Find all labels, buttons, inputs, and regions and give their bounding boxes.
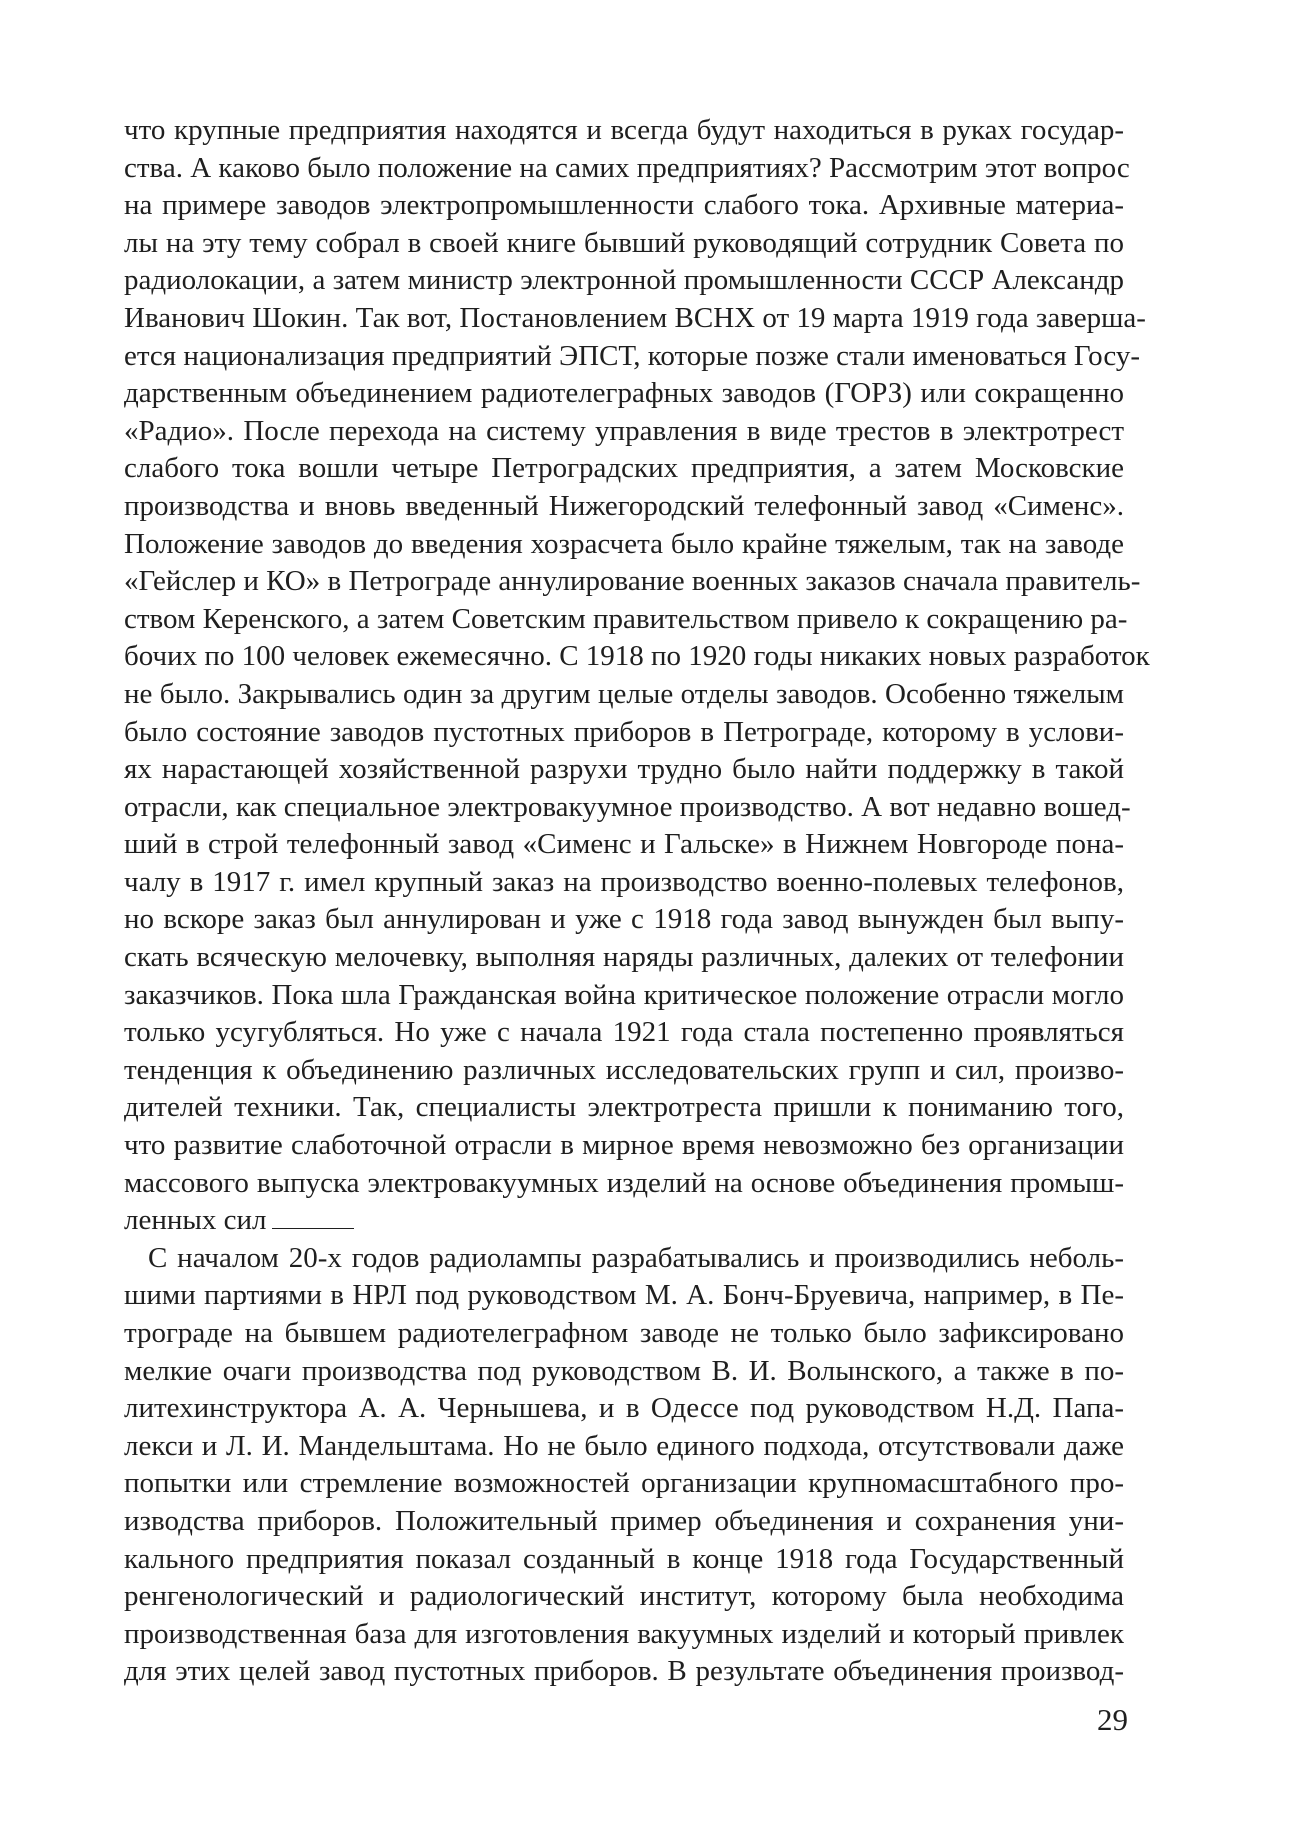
text-line: производственная база для изготовления вакуумных изделий и который привлек <box>124 1617 1124 1650</box>
text-line: отрасли, как специальное электровакуумное производство. А вот недавно вошед- <box>124 790 1131 823</box>
text-line: бочих по 100 человек ежемесячно. С 1918 по 1920 годы никаких новых разработок <box>124 640 1150 673</box>
body-text <box>124 112 1150 1691</box>
text-line: «Радио». После перехода на систему управления в виде трестов в электротрест <box>124 414 1124 447</box>
text-line: ством Керенского, а затем Советским правительством привело к сокращению ра- <box>124 602 1128 635</box>
paragraph-1-last-line <box>124 1202 1124 1240</box>
paragraph-1-last-text: ленных сил <box>124 1204 267 1237</box>
text-line: лекси и Л. И. Мандельштама. Но не было единого подхода, отсутствовали даже <box>124 1429 1124 1462</box>
text-line: только усугубляться. Но уже с начала 1921 года стала постепенно проявляться <box>124 1016 1124 1049</box>
text-line: дителей техники. Так, специалисты электротреста пришли к пониманию того, <box>124 1091 1124 1124</box>
text-line: трограде на бывшем радиотелеграфном заводе не только было зафиксировано <box>124 1317 1124 1349</box>
text-line: для этих целей завод пустотных приборов. В результате объединения производ- <box>124 1655 1124 1688</box>
text-line: С началом 20-х годов радиолампы разрабатывались и производились неболь- <box>148 1241 1124 1274</box>
text-line: на примере заводов электропромышленности слабого тока. Архивные материа- <box>124 189 1124 222</box>
text-line: лы на эту тему собрал в своей книге бывший руководящий сотрудник Совета по <box>124 226 1124 259</box>
text-line: массового выпуска электровакуумных изделий на основе объединения промыш- <box>124 1166 1124 1199</box>
text-line: ется национализация предприятий ЭПСТ, которые позже стали именоваться Госу- <box>124 339 1140 372</box>
text-line: что развитие слаботочной отрасли в мирное время невозможно без организации <box>124 1129 1124 1162</box>
text-line: ства. А каково было положение на самих предприятиях? Рассмотрим этот вопрос <box>124 151 1130 184</box>
blank-underline <box>272 1202 354 1229</box>
text-line: ях нарастающей хозяйственной разрухи трудно было найти поддержку в такой <box>124 753 1124 786</box>
text-line: было состояние заводов пустотных приборов в Петрограде, которому в услови- <box>124 715 1124 748</box>
text-line: Иванович Шокин. Так вот, Постановлением ВСНХ от 19 марта 1919 года заверша- <box>124 301 1146 334</box>
page-number: 29 <box>1097 1702 1128 1737</box>
text-line: мелкие очаги производства под руководством В. И. Волынского, а также в по- <box>124 1354 1124 1387</box>
text-line: скать всяческую мелочевку, выполняя наряды различных, далеких от телефонии <box>124 941 1124 974</box>
text-line: но вскоре заказ был аннулирован и уже с 1918 года завод вынужден был выпу- <box>124 903 1124 936</box>
text-line: кального предприятия показал созданный в конце 1918 года Государственный <box>124 1542 1124 1575</box>
text-line: Положение заводов до введения хозрасчета было крайне тяжелым, так на заводе <box>124 527 1124 560</box>
text-line: слабого тока вошли четыре Петроградских предприятия, а затем Московские <box>124 452 1124 485</box>
text-line: «Гейслер и КО» в Петрограде аннулирование военных заказов сначала правитель- <box>124 565 1141 598</box>
paragraph-1 <box>124 112 1150 1202</box>
text-line: чалу в 1917 г. имел крупный заказ на производство военно-полевых телефонов, <box>124 865 1124 898</box>
text-line: ренгенологический и радиологический институт, которому была необходима <box>124 1580 1124 1613</box>
text-line: радиолокации, а затем министр электронной промышленности СССР Александр <box>124 264 1124 297</box>
text-line: тенденция к объединению различных исследовательских групп и сил, произво- <box>124 1053 1124 1086</box>
paragraph-2 <box>124 1240 1124 1691</box>
text-line: заказчиков. Пока шла Гражданская война критическое положение отрасли могло <box>124 978 1124 1011</box>
text-line: что крупные предприятия находятся и всегда будут находиться в руках государ- <box>124 114 1124 146</box>
text-line: не было. Закрывались один за другим целые отделы заводов. Особенно тяжелым <box>124 677 1124 710</box>
text-line: изводства приборов. Положительный пример объединения и сохранения уни- <box>124 1504 1124 1537</box>
text-line: литехинструктора А. А. Чернышева, и в Одессе под руководством Н.Д. Папа- <box>124 1392 1124 1425</box>
text-line: производства и вновь введенный Нижегородский телефонный завод «Сименс». <box>124 489 1124 522</box>
text-line: попытки или стремление возможностей организации крупномасштабного про- <box>124 1467 1124 1500</box>
text-line: дарственным объединением радиотелеграфных заводов (ГОРЗ) или сокращенно <box>124 377 1124 410</box>
text-line: ший в строй телефонный завод «Сименс и Гальске» в Нижнем Новгороде пона- <box>124 828 1124 861</box>
text-line: шими партиями в НРЛ под руководством М. А. Бонч-Бруевича, например, в Пе- <box>124 1279 1124 1312</box>
